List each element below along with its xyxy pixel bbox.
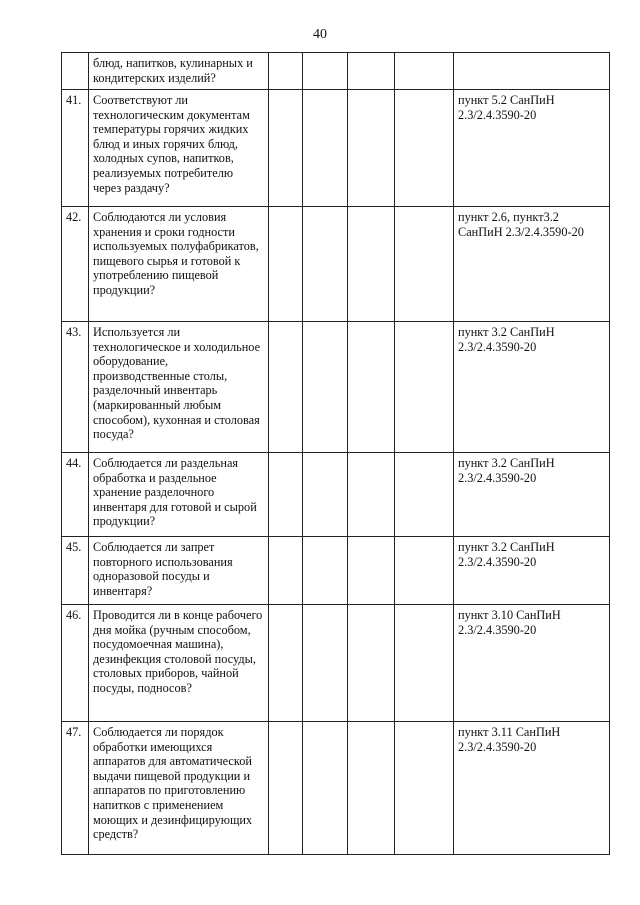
row-number: 43. bbox=[62, 322, 89, 453]
answer-cell-not-applicable bbox=[348, 605, 395, 722]
requirement-question: Проводится ли в конце рабочего дня мойка (ручным способом, посудомоечная машина), дезинфекция столовой посуды, столовых приборов, чайной посуды, подносов? bbox=[89, 605, 269, 722]
answer-cell-yes bbox=[269, 53, 303, 90]
answer-cell-no bbox=[303, 537, 348, 605]
answer-cell-no bbox=[303, 322, 348, 453]
row-number: 44. bbox=[62, 453, 89, 537]
table-row bbox=[62, 722, 610, 855]
table-row bbox=[62, 53, 610, 90]
answer-cell-not-applicable bbox=[348, 537, 395, 605]
table-row bbox=[62, 90, 610, 207]
requirement-question: Используется ли технологическое и холодильное оборудование, производственные столы, разделочный инвентарь (маркированный любым способом), кухонная и столовая посуда? bbox=[89, 322, 269, 453]
answer-cell-no bbox=[303, 453, 348, 537]
row-number: 46. bbox=[62, 605, 89, 722]
answer-cell-yes bbox=[269, 537, 303, 605]
table-row bbox=[62, 605, 610, 722]
answer-cell-note bbox=[395, 605, 454, 722]
answer-cell-note bbox=[395, 53, 454, 90]
row-number: 45. bbox=[62, 537, 89, 605]
legal-reference: пункт 3.2 СанПиН 2.3/2.4.3590-20 bbox=[454, 322, 610, 453]
row-number bbox=[62, 53, 89, 90]
answer-cell-no bbox=[303, 605, 348, 722]
answer-cell-yes bbox=[269, 207, 303, 322]
legal-reference: пункт 5.2 СанПиН 2.3/2.4.3590-20 bbox=[454, 90, 610, 207]
answer-cell-note bbox=[395, 537, 454, 605]
answer-cell-yes bbox=[269, 90, 303, 207]
answer-cell-not-applicable bbox=[348, 207, 395, 322]
legal-reference: пункт 3.2 СанПиН 2.3/2.4.3590-20 bbox=[454, 453, 610, 537]
table-row bbox=[62, 322, 610, 453]
requirement-question: Соблюдается ли порядок обработки имеющихся аппаратов для автоматической выдачи пищевой продукции и аппаратов по приготовлению напитков с применением моющих и дезинфицирующих средств? bbox=[89, 722, 269, 855]
answer-cell-not-applicable bbox=[348, 453, 395, 537]
answer-cell-yes bbox=[269, 322, 303, 453]
answer-cell-note bbox=[395, 322, 454, 453]
table-row bbox=[62, 537, 610, 605]
requirement-question: Соблюдается ли запрет повторного использования одноразовой посуды и инвентаря? bbox=[89, 537, 269, 605]
answer-cell-yes bbox=[269, 605, 303, 722]
row-number: 47. bbox=[62, 722, 89, 855]
answer-cell-note bbox=[395, 207, 454, 322]
requirement-question: Соблюдаются ли условия хранения и сроки годности используемых полуфабрикатов, пищевого сырья и готовой к употреблению пищевой продукции? bbox=[89, 207, 269, 322]
row-number: 41. bbox=[62, 90, 89, 207]
legal-reference bbox=[454, 53, 610, 90]
table-row bbox=[62, 453, 610, 537]
answer-cell-not-applicable bbox=[348, 53, 395, 90]
legal-reference: пункт 3.2 СанПиН 2.3/2.4.3590-20 bbox=[454, 537, 610, 605]
page-number: 40 bbox=[313, 27, 327, 42]
legal-reference: пункт 3.11 СанПиН 2.3/2.4.3590-20 bbox=[454, 722, 610, 855]
answer-cell-no bbox=[303, 90, 348, 207]
answer-cell-no bbox=[303, 207, 348, 322]
requirement-question: Соответствуют ли технологическим документам температуры горячих жидких блюд и иных горячих блюд, холодных супов, напитков, реализуемых потребителю через раздачу? bbox=[89, 90, 269, 207]
answer-cell-not-applicable bbox=[348, 322, 395, 453]
table-row bbox=[62, 207, 610, 322]
answer-cell-no bbox=[303, 53, 348, 90]
answer-cell-yes bbox=[269, 453, 303, 537]
answer-cell-note bbox=[395, 722, 454, 855]
requirement-question: Соблюдается ли раздельная обработка и раздельное хранение разделочного инвентаря для готовой и сырой продукции? bbox=[89, 453, 269, 537]
row-number: 42. bbox=[62, 207, 89, 322]
requirement-question: блюд, напитков, кулинарных и кондитерских изделий? bbox=[89, 53, 269, 90]
answer-cell-note bbox=[395, 90, 454, 207]
answer-cell-not-applicable bbox=[348, 722, 395, 855]
answer-cell-no bbox=[303, 722, 348, 855]
legal-reference: пункт 3.10 СанПиН 2.3/2.4.3590-20 bbox=[454, 605, 610, 722]
legal-reference: пункт 2.6, пункт3.2 СанПиН 2.3/2.4.3590-20 bbox=[454, 207, 610, 322]
checklist-table bbox=[61, 52, 610, 855]
answer-cell-not-applicable bbox=[348, 90, 395, 207]
answer-cell-note bbox=[395, 453, 454, 537]
answer-cell-yes bbox=[269, 722, 303, 855]
